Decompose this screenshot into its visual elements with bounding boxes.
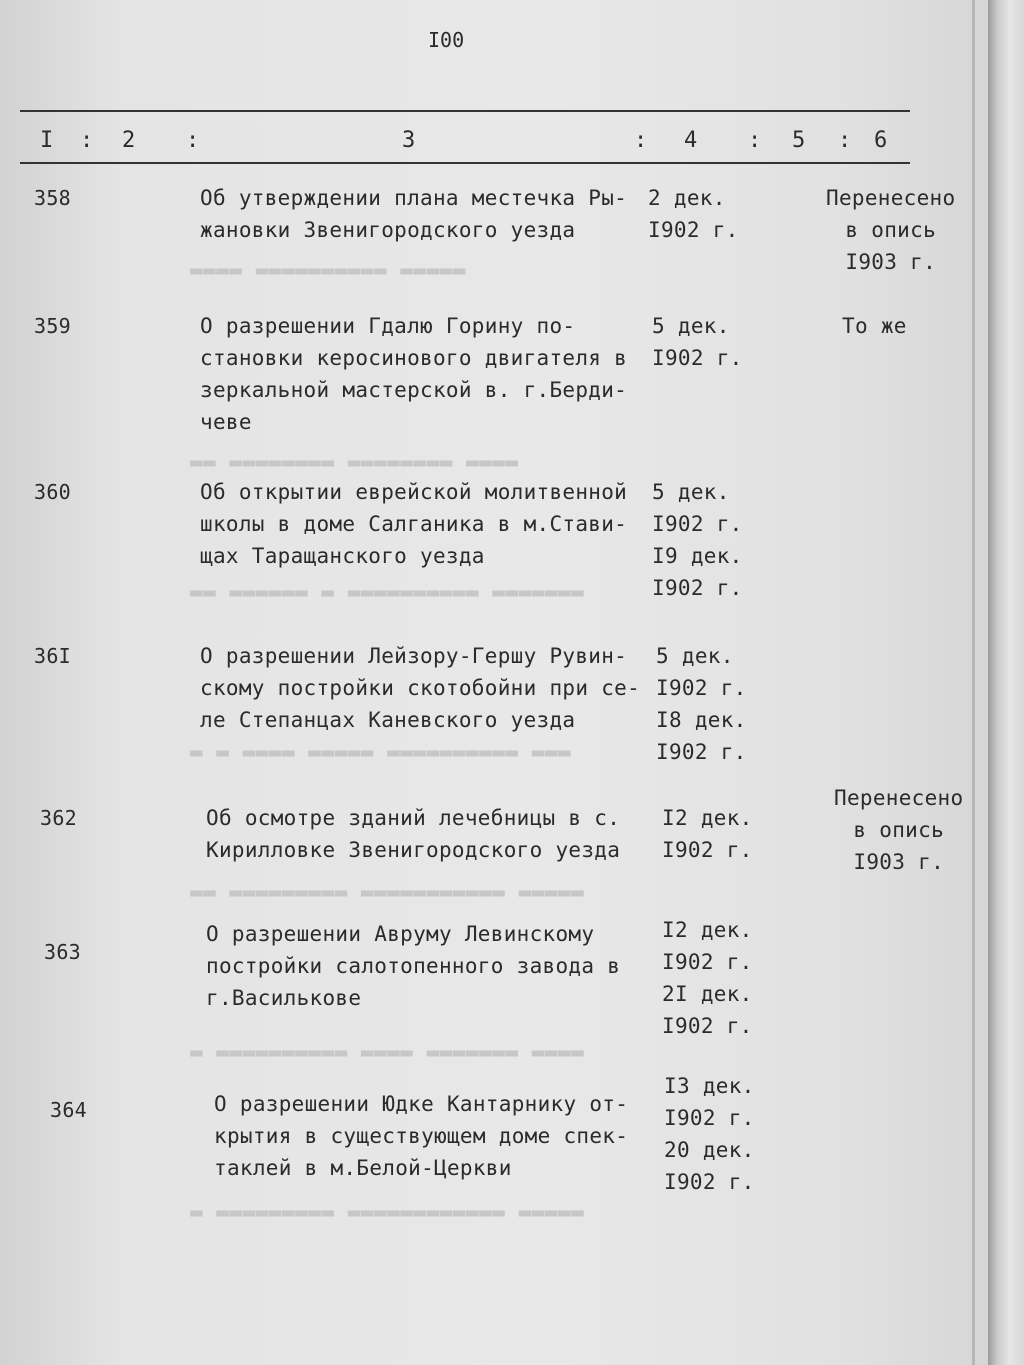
date-line: 5 дек. bbox=[652, 314, 730, 338]
date-line: I902 г. bbox=[662, 1014, 753, 1038]
column-separator: : bbox=[186, 128, 200, 153]
date-line: 2I дек. bbox=[662, 982, 753, 1006]
title-line: О разрешении Авруму Левинскому bbox=[206, 922, 595, 946]
date-line: I902 г. bbox=[652, 512, 743, 536]
column-separator: : bbox=[838, 128, 852, 153]
title-line: чеве bbox=[200, 410, 252, 434]
record-dates bbox=[648, 186, 739, 250]
date-line: I8 дек. bbox=[656, 708, 747, 732]
record-title bbox=[214, 1092, 628, 1188]
title-line: О разрешении Гдалю Горину по- bbox=[200, 314, 576, 338]
date-line: I902 г. bbox=[648, 218, 739, 242]
date-line: I2 дек. bbox=[662, 806, 753, 830]
date-line: I902 г. bbox=[652, 346, 743, 370]
record-number: 360 bbox=[34, 480, 72, 504]
binding-edge bbox=[972, 0, 975, 1365]
bleed-through: ▬▬ ▬▬▬▬▬▬▬▬▬ ▬▬▬▬▬▬▬▬▬▬▬ ▬▬▬▬▬ bbox=[190, 880, 585, 904]
bleed-through: ▬ ▬▬▬▬▬▬▬▬▬▬ ▬▬▬▬ ▬▬▬▬▬▬▬ ▬▬▬▬ bbox=[190, 1040, 585, 1064]
record-title bbox=[206, 922, 620, 1018]
record-title bbox=[206, 806, 620, 870]
title-line: О разрешении Юдке Кантарнику от- bbox=[214, 1092, 629, 1116]
note-line: То же bbox=[842, 314, 907, 338]
date-line: I902 г. bbox=[662, 950, 753, 974]
title-line: крытия в существующем доме спек- bbox=[214, 1124, 629, 1148]
record-note bbox=[842, 314, 907, 346]
title-line: Кирилловке Звенигородского уезда bbox=[206, 838, 621, 862]
title-line: жановки Звенигородского уезда bbox=[200, 218, 576, 242]
column-header-3: 3 bbox=[402, 128, 416, 153]
bleed-through: ▬▬▬▬ ▬▬▬▬▬▬▬▬▬▬ ▬▬▬▬▬ bbox=[190, 258, 467, 282]
column-header-2: 2 bbox=[122, 128, 136, 153]
date-line: 5 дек. bbox=[652, 480, 730, 504]
record-note bbox=[834, 786, 963, 882]
date-line: I902 г. bbox=[662, 838, 753, 862]
column-separator: : bbox=[634, 128, 648, 153]
note-line: в опись bbox=[853, 818, 945, 842]
date-line: I3 дек. bbox=[664, 1074, 755, 1098]
note-line: Перенесено bbox=[826, 186, 956, 210]
title-line: ле Степанцах Каневского уезда bbox=[200, 708, 576, 732]
record-title bbox=[200, 186, 627, 250]
title-line: таклей в м.Белой-Церкви bbox=[214, 1156, 512, 1180]
record-number: 358 bbox=[34, 186, 72, 210]
record-number: 364 bbox=[50, 1098, 88, 1122]
bleed-through: ▬ ▬▬▬▬▬▬▬▬▬ ▬▬▬▬▬▬▬▬▬▬▬▬ ▬▬▬▬▬ bbox=[190, 1200, 585, 1224]
record-title bbox=[200, 480, 627, 576]
title-line: становки керосинового двигателя в bbox=[200, 346, 628, 370]
title-line: постройки салотопенного завода в bbox=[206, 954, 621, 978]
date-line: I902 г. bbox=[652, 576, 743, 600]
title-line: О разрешении Лейзору-Гершу Рувин- bbox=[200, 644, 628, 668]
record-dates bbox=[656, 644, 747, 772]
title-line: г.Василькове bbox=[206, 986, 362, 1010]
column-header-4: 4 bbox=[684, 128, 698, 153]
record-title bbox=[200, 314, 627, 442]
date-line: I9 дек. bbox=[652, 544, 743, 568]
date-line: I902 г. bbox=[656, 740, 747, 764]
record-dates bbox=[652, 480, 743, 608]
book-binding bbox=[988, 0, 1024, 1365]
record-dates bbox=[664, 1074, 755, 1202]
record-dates bbox=[662, 918, 753, 1046]
record-note bbox=[826, 186, 955, 282]
bleed-through: ▬▬ ▬▬▬▬▬▬ ▬ ▬▬▬▬▬▬▬▬▬▬ ▬▬▬▬▬▬▬ bbox=[190, 580, 585, 604]
bleed-through: ▬ ▬ ▬▬▬▬ ▬▬▬▬▬ ▬▬▬▬▬▬▬▬▬▬ ▬▬▬ bbox=[190, 740, 572, 764]
date-line: 2 дек. bbox=[648, 186, 726, 210]
record-number: 363 bbox=[44, 940, 82, 964]
date-line: 20 дек. bbox=[664, 1138, 755, 1162]
bleed-through: ▬▬ ▬▬▬▬▬▬▬▬ ▬▬▬▬▬▬▬▬ ▬▬▬▬ bbox=[190, 450, 519, 474]
note-line: I903 г. bbox=[845, 250, 937, 274]
record-number: 359 bbox=[34, 314, 72, 338]
title-line: Об осмотре зданий лечебницы в с. bbox=[206, 806, 621, 830]
date-line: I2 дек. bbox=[662, 918, 753, 942]
column-header-1: I bbox=[40, 128, 54, 153]
page-number: I00 bbox=[428, 28, 465, 52]
title-line: скому постройки скотобойни при се- bbox=[200, 676, 641, 700]
column-separator: : bbox=[80, 128, 94, 153]
record-number: 362 bbox=[40, 806, 78, 830]
column-header-6: 6 bbox=[874, 128, 888, 153]
date-line: I902 г. bbox=[664, 1106, 755, 1130]
record-dates bbox=[662, 806, 753, 870]
record-dates bbox=[652, 314, 743, 378]
title-line: школы в доме Салганика в м.Стави- bbox=[200, 512, 628, 536]
title-line: зеркальной мастерской в. г.Берди- bbox=[200, 378, 628, 402]
title-line: щах Таращанского уезда bbox=[200, 544, 485, 568]
record-number: 36I bbox=[34, 644, 72, 668]
column-header-5: 5 bbox=[792, 128, 806, 153]
title-line: Об открытии еврейской молитвенной bbox=[200, 480, 628, 504]
note-line: Перенесено bbox=[834, 786, 964, 810]
header-bottom-rule bbox=[20, 162, 910, 164]
title-line: Об утверждении плана местечка Ры- bbox=[200, 186, 628, 210]
column-separator: : bbox=[748, 128, 762, 153]
record-title bbox=[200, 644, 640, 740]
date-line: I902 г. bbox=[656, 676, 747, 700]
date-line: I902 г. bbox=[664, 1170, 755, 1194]
note-line: I903 г. bbox=[853, 850, 945, 874]
header-top-rule bbox=[20, 110, 910, 112]
note-line: в опись bbox=[845, 218, 937, 242]
date-line: 5 дек. bbox=[656, 644, 734, 668]
